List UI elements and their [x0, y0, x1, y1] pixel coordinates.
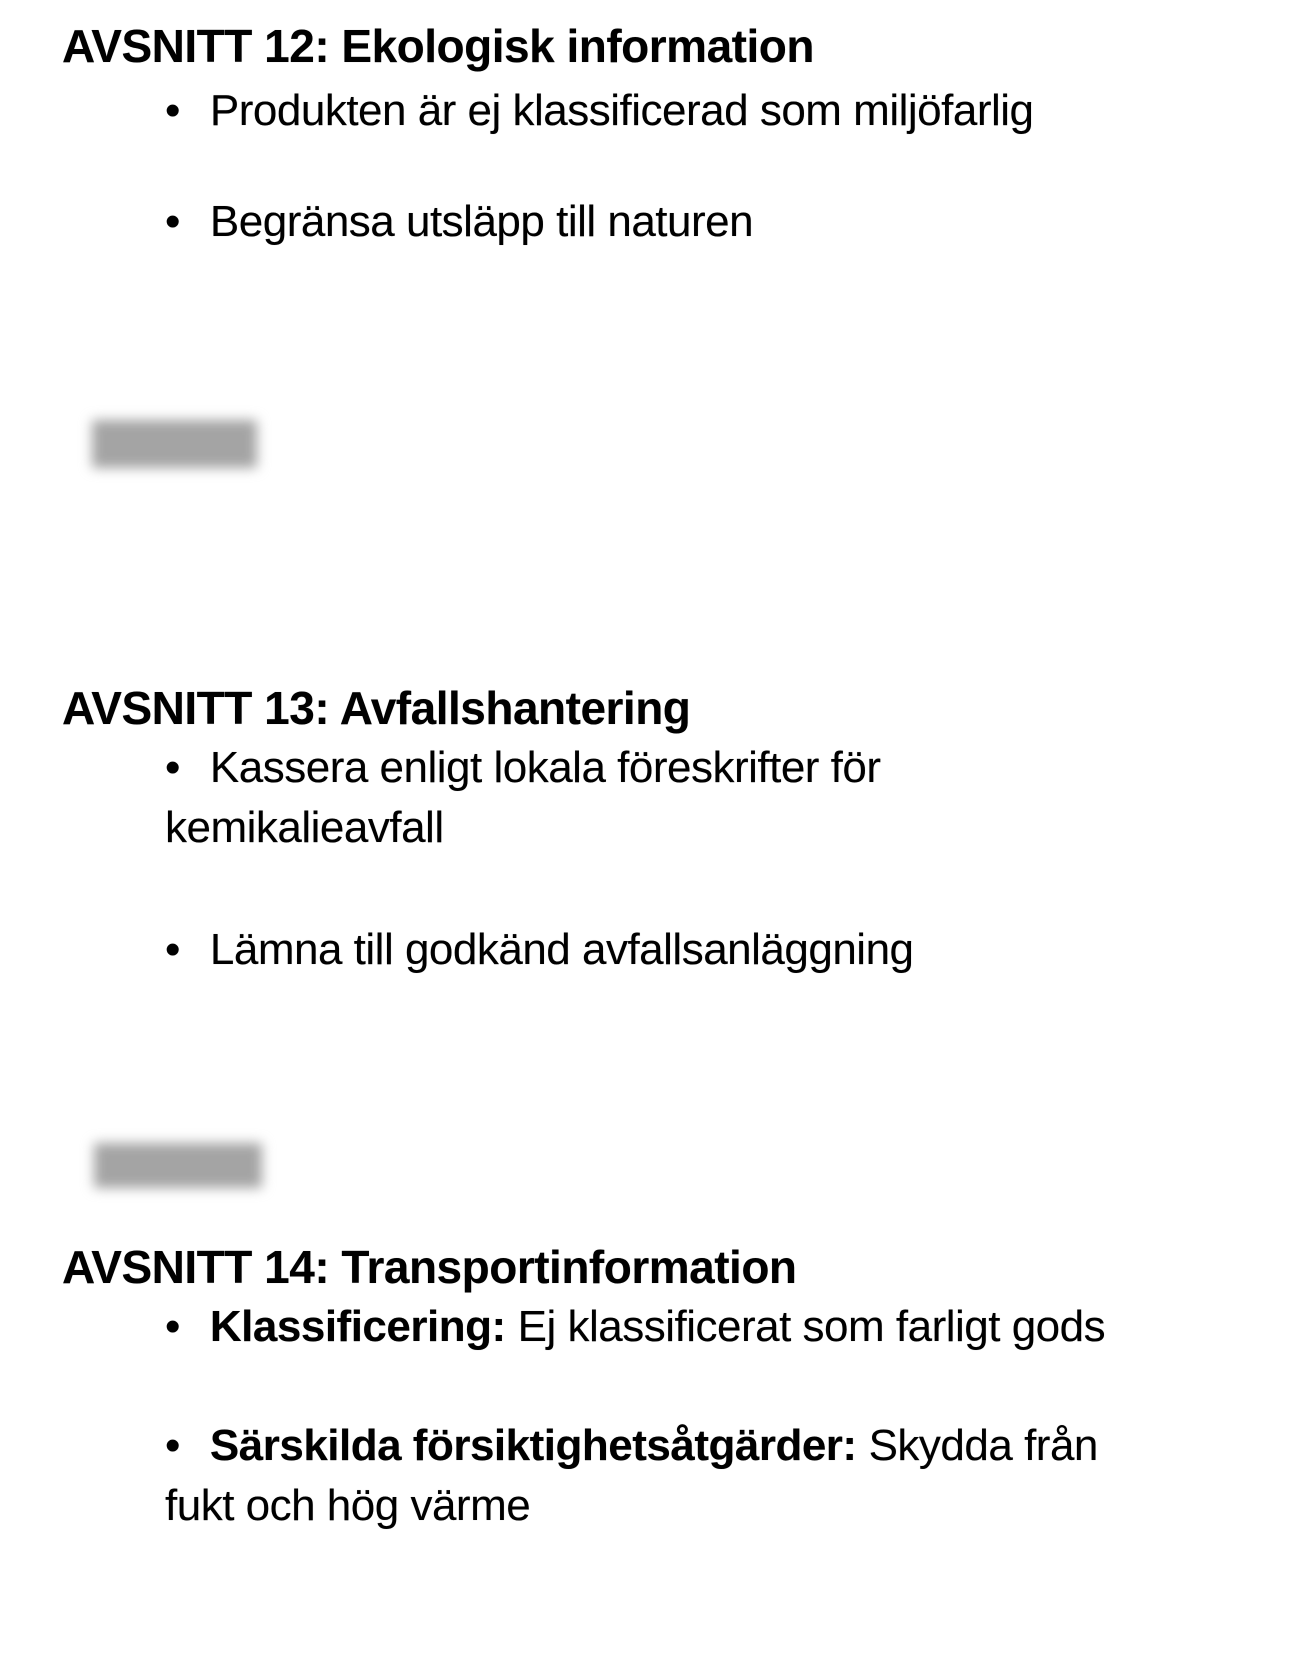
- section-13-avfallshantering: [62, 678, 1230, 1188]
- redacted-text-bar: [94, 1143, 262, 1188]
- bullet-item: [165, 1297, 1165, 1357]
- bullet-item: [165, 920, 1165, 980]
- bullet-item: [165, 81, 1165, 141]
- bullet-text: Lämna till godkänd avfallsanläggning: [209, 925, 914, 974]
- bullet-text: Produkten är ej klassificerad som miljöfarlig: [209, 86, 1034, 135]
- bullet-text: Kassera enligt lokala föreskrifter för kemikalieavfall: [165, 743, 881, 852]
- bullet-text: Skydda från fukt och hög värme: [165, 1421, 1098, 1530]
- bullet-item: [165, 192, 1165, 252]
- redacted-text-bar: [92, 420, 257, 468]
- bullet-marker: •: [165, 86, 180, 135]
- bullet-marker: •: [165, 925, 180, 974]
- section-12-ekologisk-information: [62, 16, 1230, 468]
- bullet-label: Särskilda försiktighetsåtgärder:: [209, 1421, 857, 1470]
- section-14-transportinformation: [62, 1237, 1230, 1536]
- bullet-marker: •: [165, 743, 180, 792]
- bullet-marker: •: [165, 1302, 180, 1351]
- bullet-text: Ej klassificerat som farligt gods: [517, 1302, 1106, 1351]
- section-14-heading: AVSNITT 14: Transportinformation: [62, 1241, 797, 1293]
- bullet-item: [165, 738, 1165, 858]
- bullet-marker: •: [165, 1421, 180, 1470]
- bullet-text: Begränsa utsläpp till naturen: [209, 197, 754, 246]
- bullet-item: [165, 1416, 1165, 1536]
- section-13-heading: AVSNITT 13: Avfallshantering: [62, 682, 691, 734]
- bullet-label: Klassificering:: [209, 1302, 506, 1351]
- section-12-heading: AVSNITT 12: Ekologisk information: [62, 20, 814, 72]
- bullet-marker: •: [165, 197, 180, 246]
